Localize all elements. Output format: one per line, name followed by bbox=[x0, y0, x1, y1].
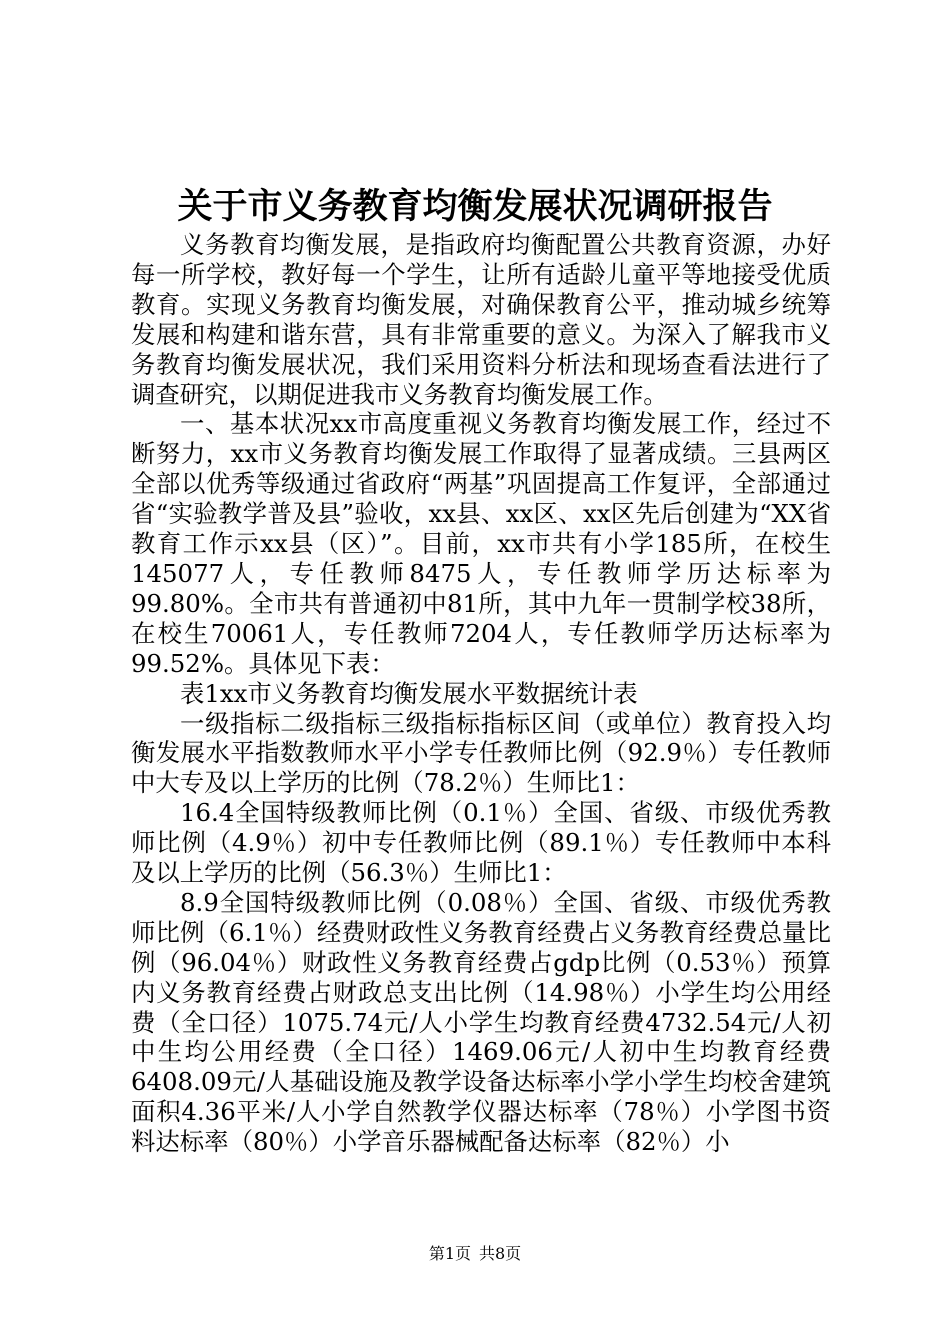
paragraph-basic-status: 一、基本状况xx市高度重视义务教育均衡发展工作，经过不断努力，xx市义务教育均衡发展工作取得了显著成绩。三县两区全部以优秀等级通过省政府“两基”巩固提高工作复评，全部通过省“实验教学普及县”验收，xx县、xx区、xx区先后创建为“XX省教育工作示xx县（区）”。目前，xx市共有小学185所，在校生145077人，专任教师8475人，专任教师学历达标率为99.80%。全市共有普通初中81所，其中九年一贯制学校38所，在校生70061人，专任教师7204人，专任教师学历达标率为99.52%。具体见下表： bbox=[131, 409, 831, 678]
page-number: 第1页 bbox=[428, 1244, 471, 1263]
page-footer bbox=[0, 1244, 950, 1264]
document-body bbox=[131, 230, 831, 1157]
document-title: 关于市义务教育均衡发展状况调研报告 bbox=[177, 186, 773, 227]
paragraph-intro: 义务教育均衡发展，是指政府均衡配置公共教育资源，办好每一所学校，教好每一个学生，让所有适龄儿童平等地接受优质教育。实现义务教育均衡发展，对确保教育公平，推动城乡统筹发展和构建和谐东营，具有非常重要的意义。为深入了解我市义务教育均衡发展状况，我们采用资料分析法和现场查看法进行了调查研究，以期促进我市义务教育均衡发展工作。 bbox=[131, 230, 831, 409]
page-total: 共8页 bbox=[479, 1244, 522, 1263]
paragraph-indicators-funding: 8.9全国特级教师比例（0.08％）全国、省级、市级优秀教师比例（6.1％）经费财政性义务教育经费占义务教育经费总量比例（96.04％）财政性义务教育经费占gdp比例（0.53％）预算内义务教育经费占财政总支出比例（14.98％）小学生均公用经费（全口径）1075.74元/人小学生均教育经费4732.54元/人初中生均公用经费（全口径）1469.06元/人初中生均教育经费6408.09元/人基础设施及教学设备达标率小学小学生均校舍建筑面积4.36平米/人小学自然教学仪器达标率（78％）小学图书资料达标率（80％）小学音乐器械配备达标率（82％）小 bbox=[131, 887, 831, 1157]
paragraph-indicators-primary: 16.4全国特级教师比例（0.1％）全国、省级、市级优秀教师比例（4.9％）初中专任教师比例（89.1％）专任教师中本科及以上学历的比例（56.3％）生师比1： bbox=[131, 798, 831, 888]
table-caption: 表1xx市义务教育均衡发展水平数据统计表 bbox=[180, 678, 638, 708]
paragraph-indicators-teachers: 一级指标二级指标三级指标指标区间（或单位）教育投入均衡发展水平指数教师水平小学专任教师比例（92.9％）专任教师中大专及以上学历的比例（78.2％）生师比1： bbox=[131, 708, 831, 798]
